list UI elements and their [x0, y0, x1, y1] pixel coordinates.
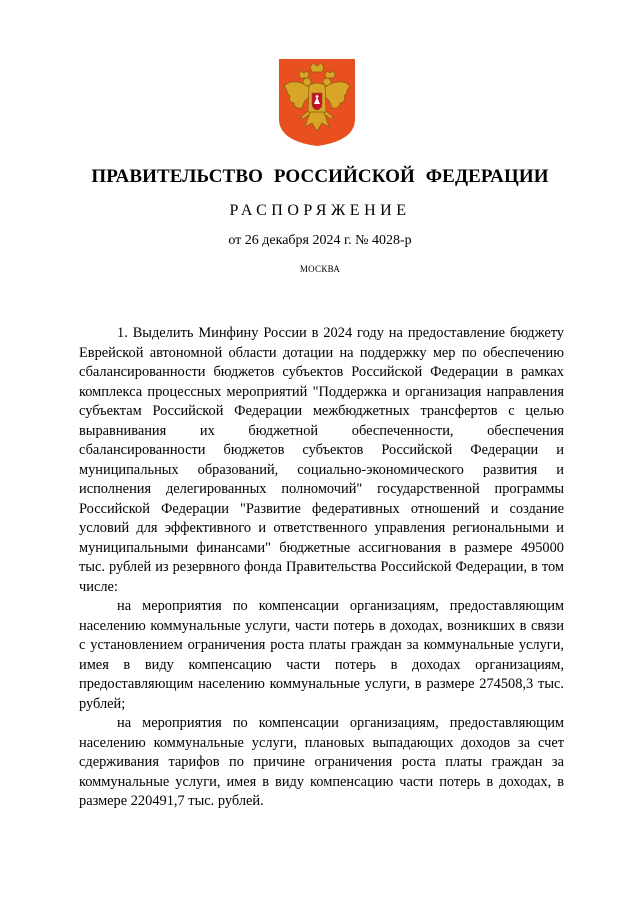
paragraph-3: на мероприятия по компенсации организациям, предоставляющим населению коммунальные услуги, плановых выпадающих доходов за счет сдерживания тарифов по причине ограничения роста платы граждан за коммунальные услуги, имея в виду компенсацию части потерь в доходах, в размере 220491,7 тыс. рублей. [79, 715, 564, 809]
document-city: МОСКВА [299, 264, 341, 274]
paragraph-1: 1. Выделить Минфину России в 2024 году на предоставление бюджету Еврейской автономной области дотации на поддержку мер по обеспечению сбалансированности бюджетов субъектов Российской Федерации в рамках комплекса процессных мероприятий "Поддержка и организация направления субъектам Российской Федерации межбюджетных трансфертов с целью выравнивания их бюджетной обеспеченности, обеспечения сбалансированности бюджетов субъектов Российской Федерации и муниципальных образований, социально-экономического развития и исполнения делегированных полномочий" государственной программы Российской Федерации "Развитие федеративных отношений и создание условий для эффективного и ответственного управления региональными и муниципальными финансами" бюджетные ассигнования в размере 495000 тыс. рублей из резервного фонда Правительства Российской Федерации, в том числе: [79, 325, 564, 595]
paragraph-2: на мероприятия по компенсации организациям, предоставляющим населению коммунальные услуги, части потерь в доходах, возникших в связи с установлением ограничения роста платы граждан за коммунальные услуги, имея в виду компенсацию части потерь в доходах организациям, предоставляющим населению коммунальные услуги, в размере 274508,3 тыс. рублей; [79, 598, 564, 712]
document-date-number: от 26 декабря 2024 г. № 4028-р [228, 233, 412, 248]
russian-coat-of-arms-icon [277, 57, 357, 147]
government-title: ПРАВИТЕЛЬСТВО РОССИЙСКОЙ ФЕДЕРАЦИИ [91, 166, 549, 187]
document-type: РАСПОРЯЖЕНИЕ [229, 202, 411, 219]
document-body [79, 324, 564, 812]
